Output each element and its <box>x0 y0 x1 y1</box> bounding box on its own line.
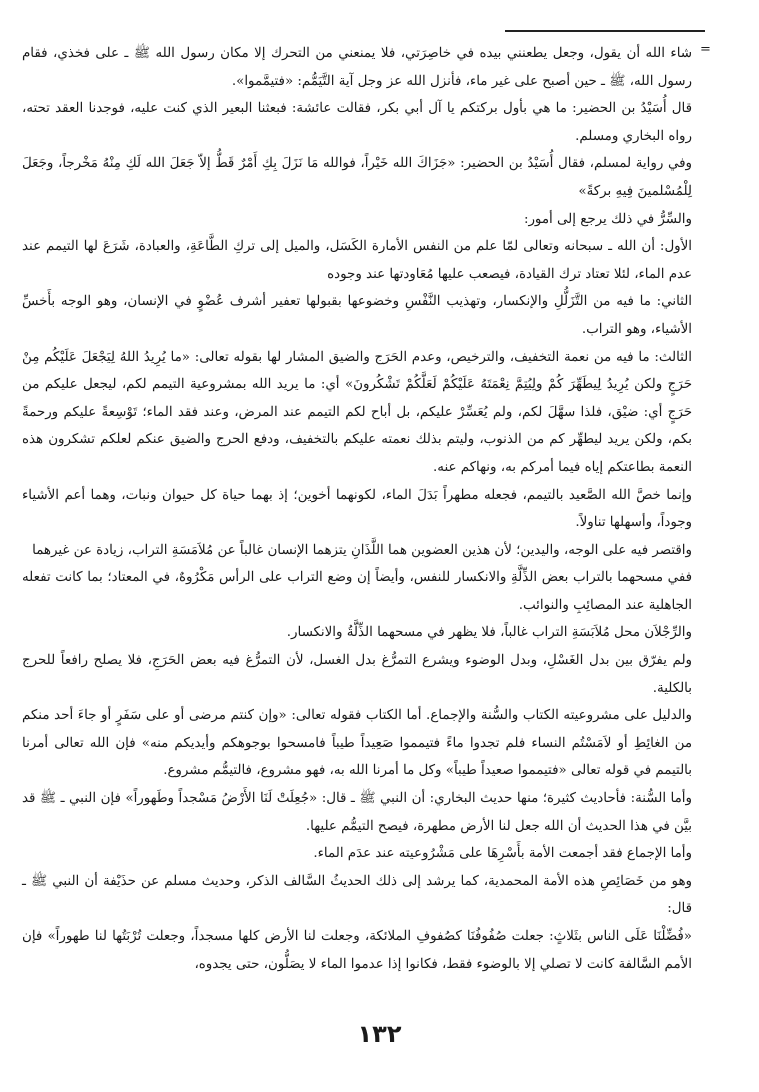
paragraph: الثاني: ما فيه من التَّزَلُّلِ والإنكسار، وتهذيب النَّفْسِ وخضوعها بقبولها تعفير أشرف عُضْوٍ في الإنسان، وهو الوجه بأَخسِّ الأشياء، وهو التراب. <box>22 294 692 337</box>
paragraph: وأما الإجماع فقد أجمعت الأمة بأَسْرِهَا على مَشْرُوعيته عند عدَم الماء. <box>313 846 692 862</box>
paragraph: وهو من خَصَائِصِ هذه الأمة المحمدية، كما يرشد إلى ذلك الحديثُ السَّالف الذكر، وحديث مسلم عن حذَيْفة أن النبي ﷺ ـ قال: <box>22 873 692 917</box>
header-rule <box>505 30 705 32</box>
paragraph: والرِّجْلاَن محل مُلاَبَسَةِ التراب غالباً، فلا يظهر في مسحهما الذِّلَّةُ والانكسار. <box>286 625 692 641</box>
paragraph: «فُضِّلْنَا عَلَى الناس بثَلاثٍ: جعلت صُفُوفُنَا كصُفوفِ الملائكة، وجعلت لنا الأرض كلها مسجداً، وجعلت تُرْبَتُها لنا طهوراً» فإن الأمم السَّالفة كانت لا تصلي إلا بالوضوء فقط، فكانوا إذا عدموا الماء لا يصَلُّون، حتى يجدوه، <box>22 929 692 972</box>
paragraph: والسِّرُّ في ذلك يرجع إلى أمور: <box>523 211 692 227</box>
main-text <box>22 40 692 978</box>
paragraph: وأما السُّنة: فأحاديث كثيرة؛ منها حديث البخاري: أن النبي ﷺ ـ قال: «جُعِلَتْ لَنَا الأَرْضُ مَسْجداً وطَهوراً» فإن النبي ـ ﷺ قد بيَّن في هذا الحديث أن الله جعل لنا الأرض مطهرة، فيصح التيمُّم عليها. <box>22 791 692 834</box>
page-number: ١٣٢ <box>357 1020 402 1048</box>
paragraph: الأول: أن الله ـ سبحانه وتعالى لمّا علم من النفس الأمارة الكَسَل، والميل إلى تركِ الطَّاعَةِ، والعبادة، شَرَعَ لها التيمم عند عدم الماء، لئلا تعتاد ترك القيادة، فيصعب عليها مُعَاودتها عند وجوده <box>22 239 692 282</box>
paragraph: شاء الله أن يقول، وجعل يطعنني بيده في خاصِرَتي، فلا يمنعني من التحرك إلا مكان رسول الله ﷺ ـ على فخذي، فقام رسول الله، ﷺ ـ حين أصبح على غير ماء، فأنزل الله عز وجل آية التَّيَمُّم: «فتيمَّموا». <box>22 46 692 89</box>
paragraph: والدليل على مشروعيته الكتاب والسُّنة والإجماع. أما الكتاب فقوله تعالى: «وإن كنتم مرضى أو على سَفَرٍ أو جاءَ أحد منكم من الغائِطِ أو لاَمَسْتُم النساء فلم تجدوا ماءً فتيمموا صَعِيداً طيباً فامسحوا بوجوهكم وأيديكم منه» فإن الله تعالى أمرنا بالتيمم في قوله تعالى «فتيمموا صعيداً طيباً» وكل ما أمرنا الله به، فهو مشروع، فالتيمُّم مشروع. <box>22 708 692 779</box>
paragraph: ففي مسحهما بالتراب بعض الذِّلَّةِ والانكسار للنفس، وأيضاً إن وضع التراب على الرأس مَكْرُوهٌ، في المعتاد؛ بما كانت تفعله الجاهلية عند المصائِبِ والنوائب. <box>22 570 692 613</box>
margin-mark: = <box>700 42 711 57</box>
paragraph: وفي رواية لمسلم، فقال أُسَيْدُ بن الحضير: «جَزَاكَ الله خَيْراً، فوالله مَا نَزَلَ بِكِ أَمْرٌ قَطُّ إلاّ جَعَلَ الله لَكِ مِنْهُ مَخْرجاً، وجَعَلَ لِلْمُسْلمينَ فِيهِ بركةً» <box>22 156 692 199</box>
paragraph: واقتصر فيه على الوجه، واليدين؛ لأن هذين العضوين هما اللَّذَانِ يتزهما الإنسان غالباً عن مُلاَمَسَةِ التراب، زيادة عن غيرهما <box>32 542 692 558</box>
paragraph: قال أُسَيْدُ بن الحضير: ما هي بأول بركتكم يا آل أبي بكر، فقالت عائشة: فبعثنا البعير الذي كنت عليه، فوجدنا العقد تحته، رواه البخاري ومسلم. <box>22 101 692 144</box>
paragraph: وإنما خصَّ الله الصَّعيد بالتيمم، فجعله مطهراً بَدَلَ الماء، لكونهما أخوين؛ إذ بهما حياة كل حيوان ونبات، وهما أعم الأشياء وجوداً، وأسهلها تناولاً. <box>22 487 692 531</box>
paragraph: ولم يفرّق بين بدل الغَسْلِ، وبدل الوضوء ويشرع التمرُّغ بدل الغسل، لأن التمرُّغ فيه بعض الحَرَجِ، فلا يصلح رافعاً للحرج بالكلية. <box>22 653 692 696</box>
paragraph: الثالث: ما فيه من نعمة التخفيف، والترخيص، وعدم الحَرَج والضيق المشار لها بقوله تعالى: «ما يُرِيدُ اللهُ لِيَجْعَلَ عَلَيْكُم مِنْ حَرَجٍ ولكن يُرِيدُ لِيطَهِّرَ كُمْ ولِيُتِمَّ نِعْمَتَهُ عَلَيْكُمْ لَعَلَّكُمْ تَشْكُرونَ» أي: ما يريد الله بمشروعية التيمم لكم، ليجعل عليكم من حَرَجٍ أي: ضيْق، فلذا سهَّلَ لكم، ولم يُعَسِّرْ عليكم، بل أباح لكم التيمم عند المرض، وعند فقد الماء؛ تَوْسِعةً عليكم ورحمةً بكم، ولكن يريد ليطهِّر كم من الذنوب، وليتم بذلك نعمته عليكم بالتخفيف، ودفع الحرج والضيق عنكم لعلكم تشكرون هذه النعمة بطاعتكم إياه فيما أمركم به، ونهاكم عنه. <box>22 349 692 475</box>
